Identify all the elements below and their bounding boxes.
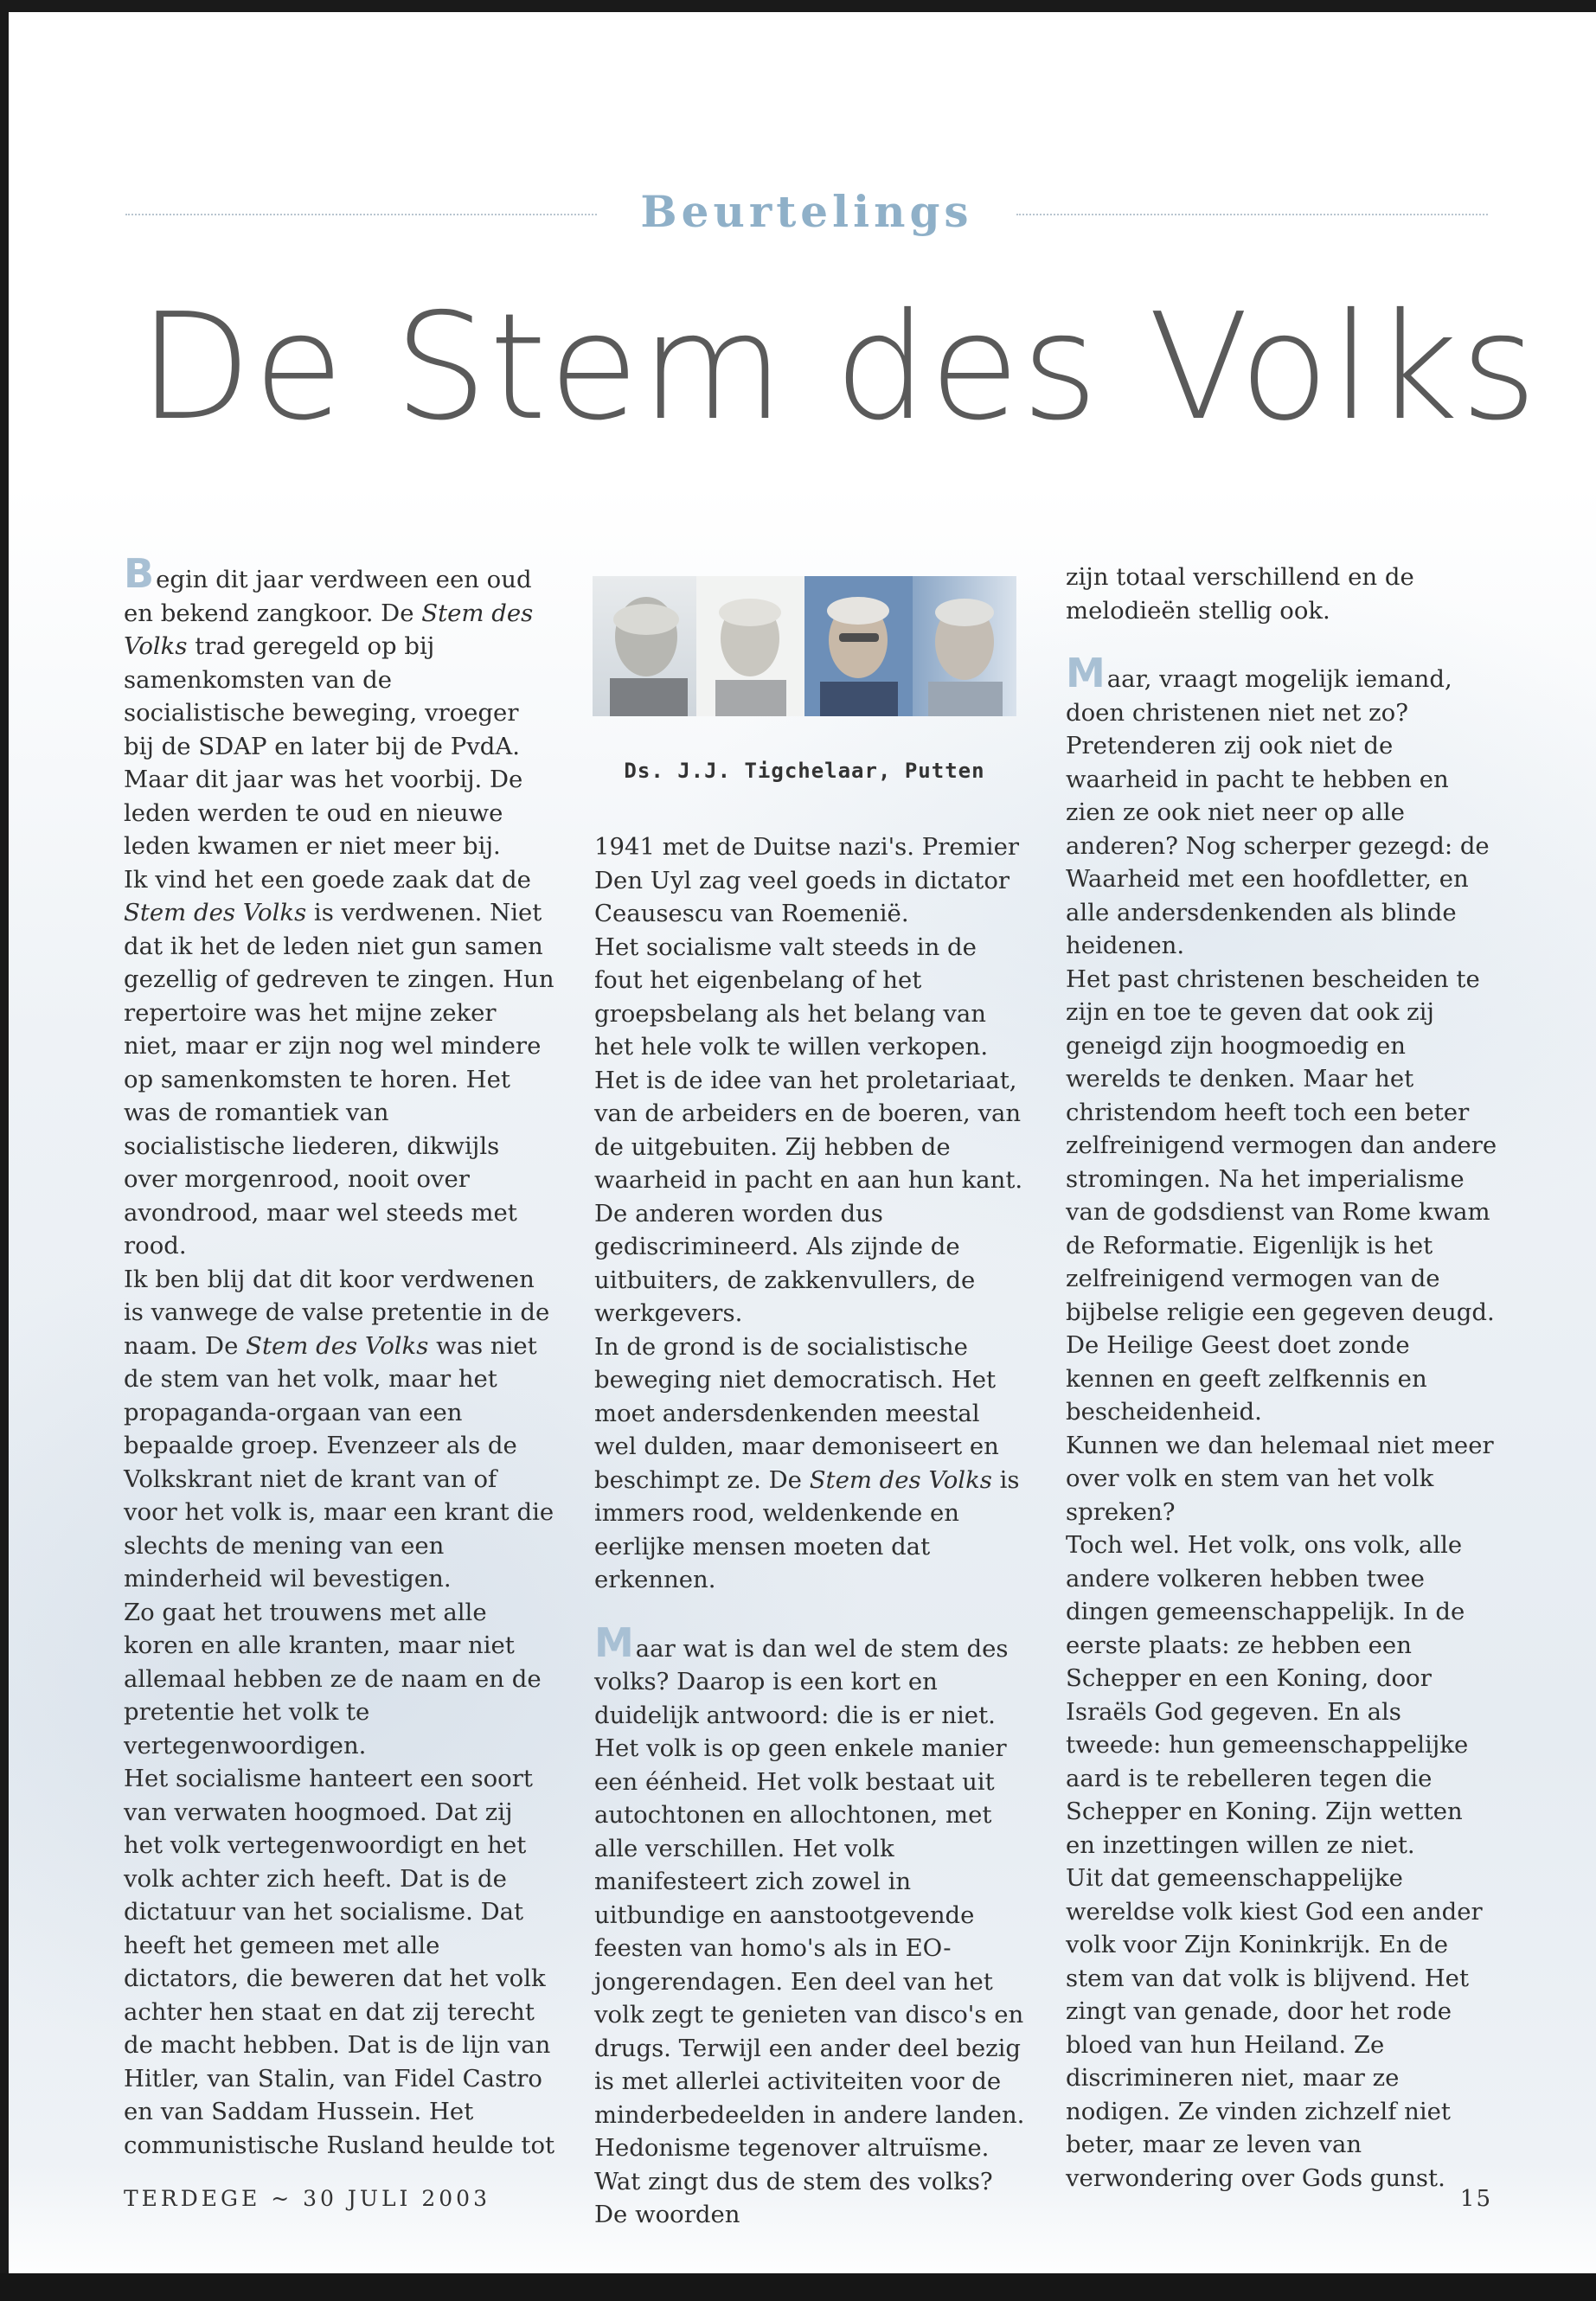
paragraph: Het is de idee van het proletariaat, van de arbeiders en de boeren, van de uitgebuiten. Zij hebben de waarheid in pacht en aan hun kant. De anderen worden dus gediscrimineerd. Als zijnde de uitbuiters, de zakkenvullers, de werkgevers. xyxy=(594,1066,1023,1327)
paragraph-gap xyxy=(1066,627,1498,660)
article-column-2 xyxy=(594,830,1027,2232)
paragraph: Maar wat is dan wel de stem des volks? Daarop is een kort en duidelijk antwoord: die is er niet. Het volk is op geen enkele manier een éénheid. Het volk bestaat uit autochtonen en allochtonen, met alle verschillen. Het volk manifesteert zich zowel in uitbundige en aanstootgevende feesten van homo's als in EO-jongerendagen. Een deel van het volk zegt te genieten van disco's en drugs. Terwijl een ander deel bezig is met allerlei activiteiten voor de minderbedeelden in andere landen. Hedonisme tegenover altruïsme. Wat zingt dus de stem des volks? De woorden xyxy=(594,1618,1025,2228)
drop-cap: M xyxy=(1066,650,1106,696)
drop-cap: M xyxy=(594,1618,634,1666)
paragraph: Het past christenen bescheiden te zijn en toe te geven dat ook zij geneigd zijn hoogmoedig en werelds te denken. Maar het christendom heeft toch een beter zelfreinigend vermogen dan andere stromingen. Na het imperialisme van de godsdienst van Rome kwam de Reformatie. Eigenlijk is het zelfreinigend vermogen van de bijbelse religie een gegeven deugd. De Heilige Geest doet zonde kennen en geeft zelfkennis en bescheidenheid. xyxy=(1066,965,1497,1426)
portrait-photo-3 xyxy=(804,576,913,716)
scan-border-bottom xyxy=(0,2273,1596,2301)
paragraph: Het socialisme valt steeds in de fout het eigenbelang of het groepsbelang als het belang van het hele volk te willen verkopen. xyxy=(594,933,989,1061)
paragraph: zijn totaal verschillend en de melodieën stellig ook. xyxy=(1066,563,1414,625)
paragraph-gap xyxy=(594,1597,1027,1630)
section-header xyxy=(121,186,1492,238)
article-column-1 xyxy=(124,550,556,2162)
paragraph: Het socialisme hanteert een soort van verwaten hoogmoed. Dat zij het volk vertegenwoordigt en het volk achter zich heeft. Dat is de dictatuur van het socialisme. Dat heeft het gemeen met alle dictators, die beweren dat het volk achter hen staat en dat zij terecht de macht hebben. Dat is de lijn van Hitler, van Stalin, van Fidel Castro en van Saddam Hussein. Het communistische Rusland heulde tot xyxy=(124,1765,555,2159)
kicker-rule-right xyxy=(1016,214,1488,215)
drop-cap: B xyxy=(124,550,155,597)
kicker-rule-left xyxy=(125,214,597,215)
paragraph: 1941 met de Duitse nazi's. Premier Den Uyl zag veel goeds in dictator Ceausescu van Roemenië. xyxy=(594,833,1019,927)
scan-border-top xyxy=(0,0,1596,12)
portrait-photo-4 xyxy=(913,576,1016,716)
footer-page-number: 15 xyxy=(1459,2186,1492,2212)
portrait-photo-strip xyxy=(593,576,1016,716)
paragraph: Begin dit jaar verdween een oud en bekend zangkoor. De Stem des Volks trad geregeld op bij samenkomsten van de socialistische beweging, vroeger bij de SDAP en later bij de PvdA. Maar dit jaar was het voorbij. De leden werden te oud en nieuwe leden kwamen er niet meer bij. xyxy=(124,550,534,860)
paragraph: Toch wel. Het volk, ons volk, alle andere volkeren hebben twee dingen gemeenschappelijk. In de eerste plaats: ze hebben een Schepper en een Koning, door Israëls God gegeven. En als tweede: hun gemeenschappelijke aard is te rebelleren tegen die Schepper en Koning. Zijn wetten en inzettingen willen ze niet. xyxy=(1066,1531,1469,1859)
author-caption: Ds. J.J. Tigchelaar, Putten xyxy=(624,759,985,783)
article-headline: De Stem des Volks xyxy=(138,282,1539,453)
scan-border-left xyxy=(0,0,9,2301)
paragraph: Ik ben blij dat dit koor verdwenen is vanwege de valse pretentie in de naam. De Stem des Volks was niet de stem van het volk, maar het propaganda-orgaan van een bepaalde groep. Evenzeer als de Volkskrant niet de krant van of voor het volk is, maar een krant die slechts de mening van een minderheid wil bevestigen. xyxy=(124,1265,554,1593)
footer-magazine-date: TERDEGE ~ 30 JULI 2003 xyxy=(124,2186,490,2211)
section-kicker: Beurtelings xyxy=(640,186,973,237)
paragraph: Ik vind het een goede zaak dat de Stem des Volks is verdwenen. Niet dat ik het de leden niet gun samen gezellig of gedreven te zingen. Hun repertoire was het mijne zeker niet, maar er zijn nog wel mindere op samenkomsten te horen. Het was de romantiek van socialistische liederen, dikwijls over morgenrood, nooit over avondrood, maar wel steeds met rood. xyxy=(124,865,554,1259)
article-column-3 xyxy=(1066,561,1498,2195)
paragraph: Uit dat gemeenschappelijke wereldse volk kiest God een ander volk voor Zijn Koninkrijk. En de stem van dat volk is blijvend. Het zingt van genade, door het rode bloed van hun Heiland. Ze discrimineren niet, maar ze nodigen. Ze vinden zichzelf niet beter, maar ze leven van verwondering over Gods gunst. xyxy=(1066,1864,1483,2192)
paragraph: Maar, vraagt mogelijk iemand, doen christenen niet net zo? Pretenderen zij ook niet de waarheid in pacht te hebben en zien ze ook niet neer op alle anderen? Nog scherper gezegd: de Waarheid met een hoofdletter, en alle andersdenkenden als blinde heidenen. xyxy=(1066,650,1490,959)
paragraph: Zo gaat het trouwens met alle koren en alle kranten, maar niet allemaal hebben ze de naam en de pretentie het volk te vertegenwoordigen. xyxy=(124,1598,542,1759)
portrait-photo-2 xyxy=(696,576,804,716)
paragraph: In de grond is de socialistische beweging niet democratisch. Het moet andersdenkenden meestal wel dulden, maar demoniseert en beschimpt ze. De Stem des Volks is immers rood, weldenkende en eerlijke mensen moeten dat erkennen. xyxy=(594,1332,1020,1593)
paragraph: Kunnen we dan helemaal niet meer over volk en stem van het volk spreken? xyxy=(1066,1431,1494,1526)
portrait-photo-1 xyxy=(593,576,696,716)
